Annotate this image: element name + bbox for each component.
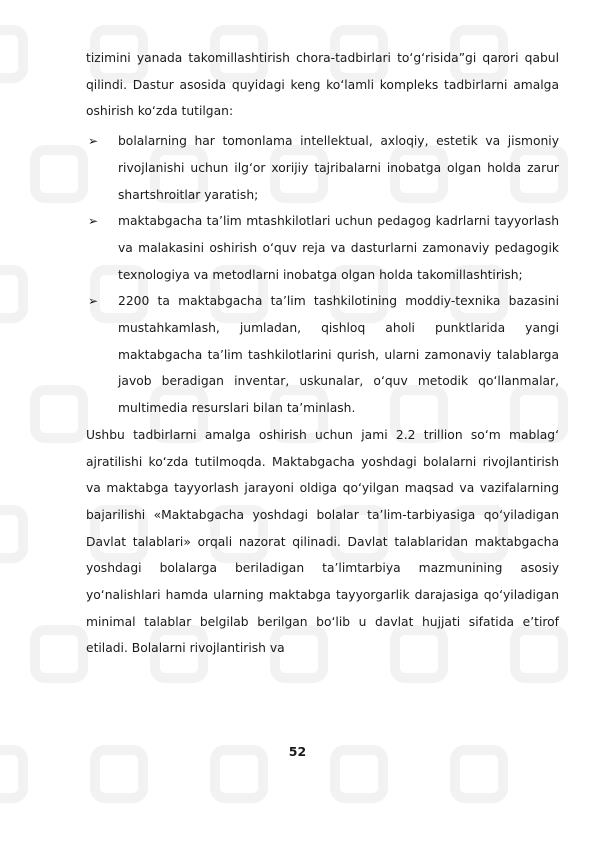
page-number: 52 bbox=[288, 744, 307, 759]
body-paragraph: Ushbu tadbirlarni amalga oshirish uchun jami 2.2 trillion so‘m mablag‘ ajratilishi ko‘zda tutilmoqda. Maktabgacha yoshdagi bolalarni rivojlantirish va maktabga tayyorlash jarayoni oldiga qo‘yilgan maqsad va vazifalarning bajarilishi «Maktabgacha yoshdagi bolalar ta’lim-tarbiyasiga qo‘yiladigan Davlat talablari» orqali nazorat qilinadi. Davlat talablaridan maktabgacha yoshdagi bolalarga beriladigan ta’limtarbiya mazmunining asosiy yo‘nalishlari hamda ularning maktabga tayyorgarlik darajasiga qo‘yiladigan minimal talablar belgilab berilgan bo‘lib u davlat hujjati sifatida e’tirof etiladi. Bolalarni rivojlantirish va bbox=[86, 427, 559, 656]
list-item-text: bolalarning har tomonlama intellektual, axloqiy, estetik va jismoniy rivojlanishi uchun ilg‘or xorijiy tajribalarni inobatga olgan holda zarur shartshroitlar yaratish; bbox=[118, 134, 559, 202]
list-item bbox=[86, 128, 559, 208]
watermark-shape bbox=[0, 510, 23, 558]
list-item-text: 2200 ta maktabgacha ta’lim tashkilotining moddiy-texnika bazasini mustahkamlash, jumladan, qishloq aholi punktlarida yangi maktabgacha ta’lim tashkilotlarini qurish, ularni zamonaviy talablarga javob beradigan inventar, uskunalar, o‘quv metodik qo‘llanmalar, multimedia resurslari bilan ta’minlash. bbox=[118, 294, 559, 416]
list-item bbox=[86, 208, 559, 288]
watermark-shape bbox=[35, 150, 83, 198]
watermark-shape bbox=[35, 390, 83, 438]
arrow-bullet-icon: ➢ bbox=[88, 294, 99, 309]
watermark-shape bbox=[0, 270, 23, 318]
watermark-shape bbox=[35, 630, 83, 678]
arrow-bullet-icon: ➢ bbox=[88, 214, 99, 229]
list-item-text: maktabgacha ta’lim mtashkilotlari uchun pedagog kadrlarni tayyorlash va malakasini oshirish o‘quv reja va dasturlarni zamonaviy pedagogik texnologiya va metodlarni inobatga olgan holda takomillashtirish; bbox=[118, 214, 559, 282]
intro-paragraph: tizimini yanada takomillashtirish chora-tadbirlari to‘g‘risida”gi qarori qabul qilindi. Dastur asosida quyidagi keng ko‘lamli kompleks tadbirlarni amalga oshirish ko‘zda tutilgan: bbox=[86, 51, 559, 119]
arrow-bullet-icon: ➢ bbox=[88, 134, 99, 149]
bullet-list bbox=[86, 128, 559, 422]
watermark-shape bbox=[0, 30, 23, 78]
list-item bbox=[86, 288, 559, 422]
document-page bbox=[86, 45, 559, 662]
